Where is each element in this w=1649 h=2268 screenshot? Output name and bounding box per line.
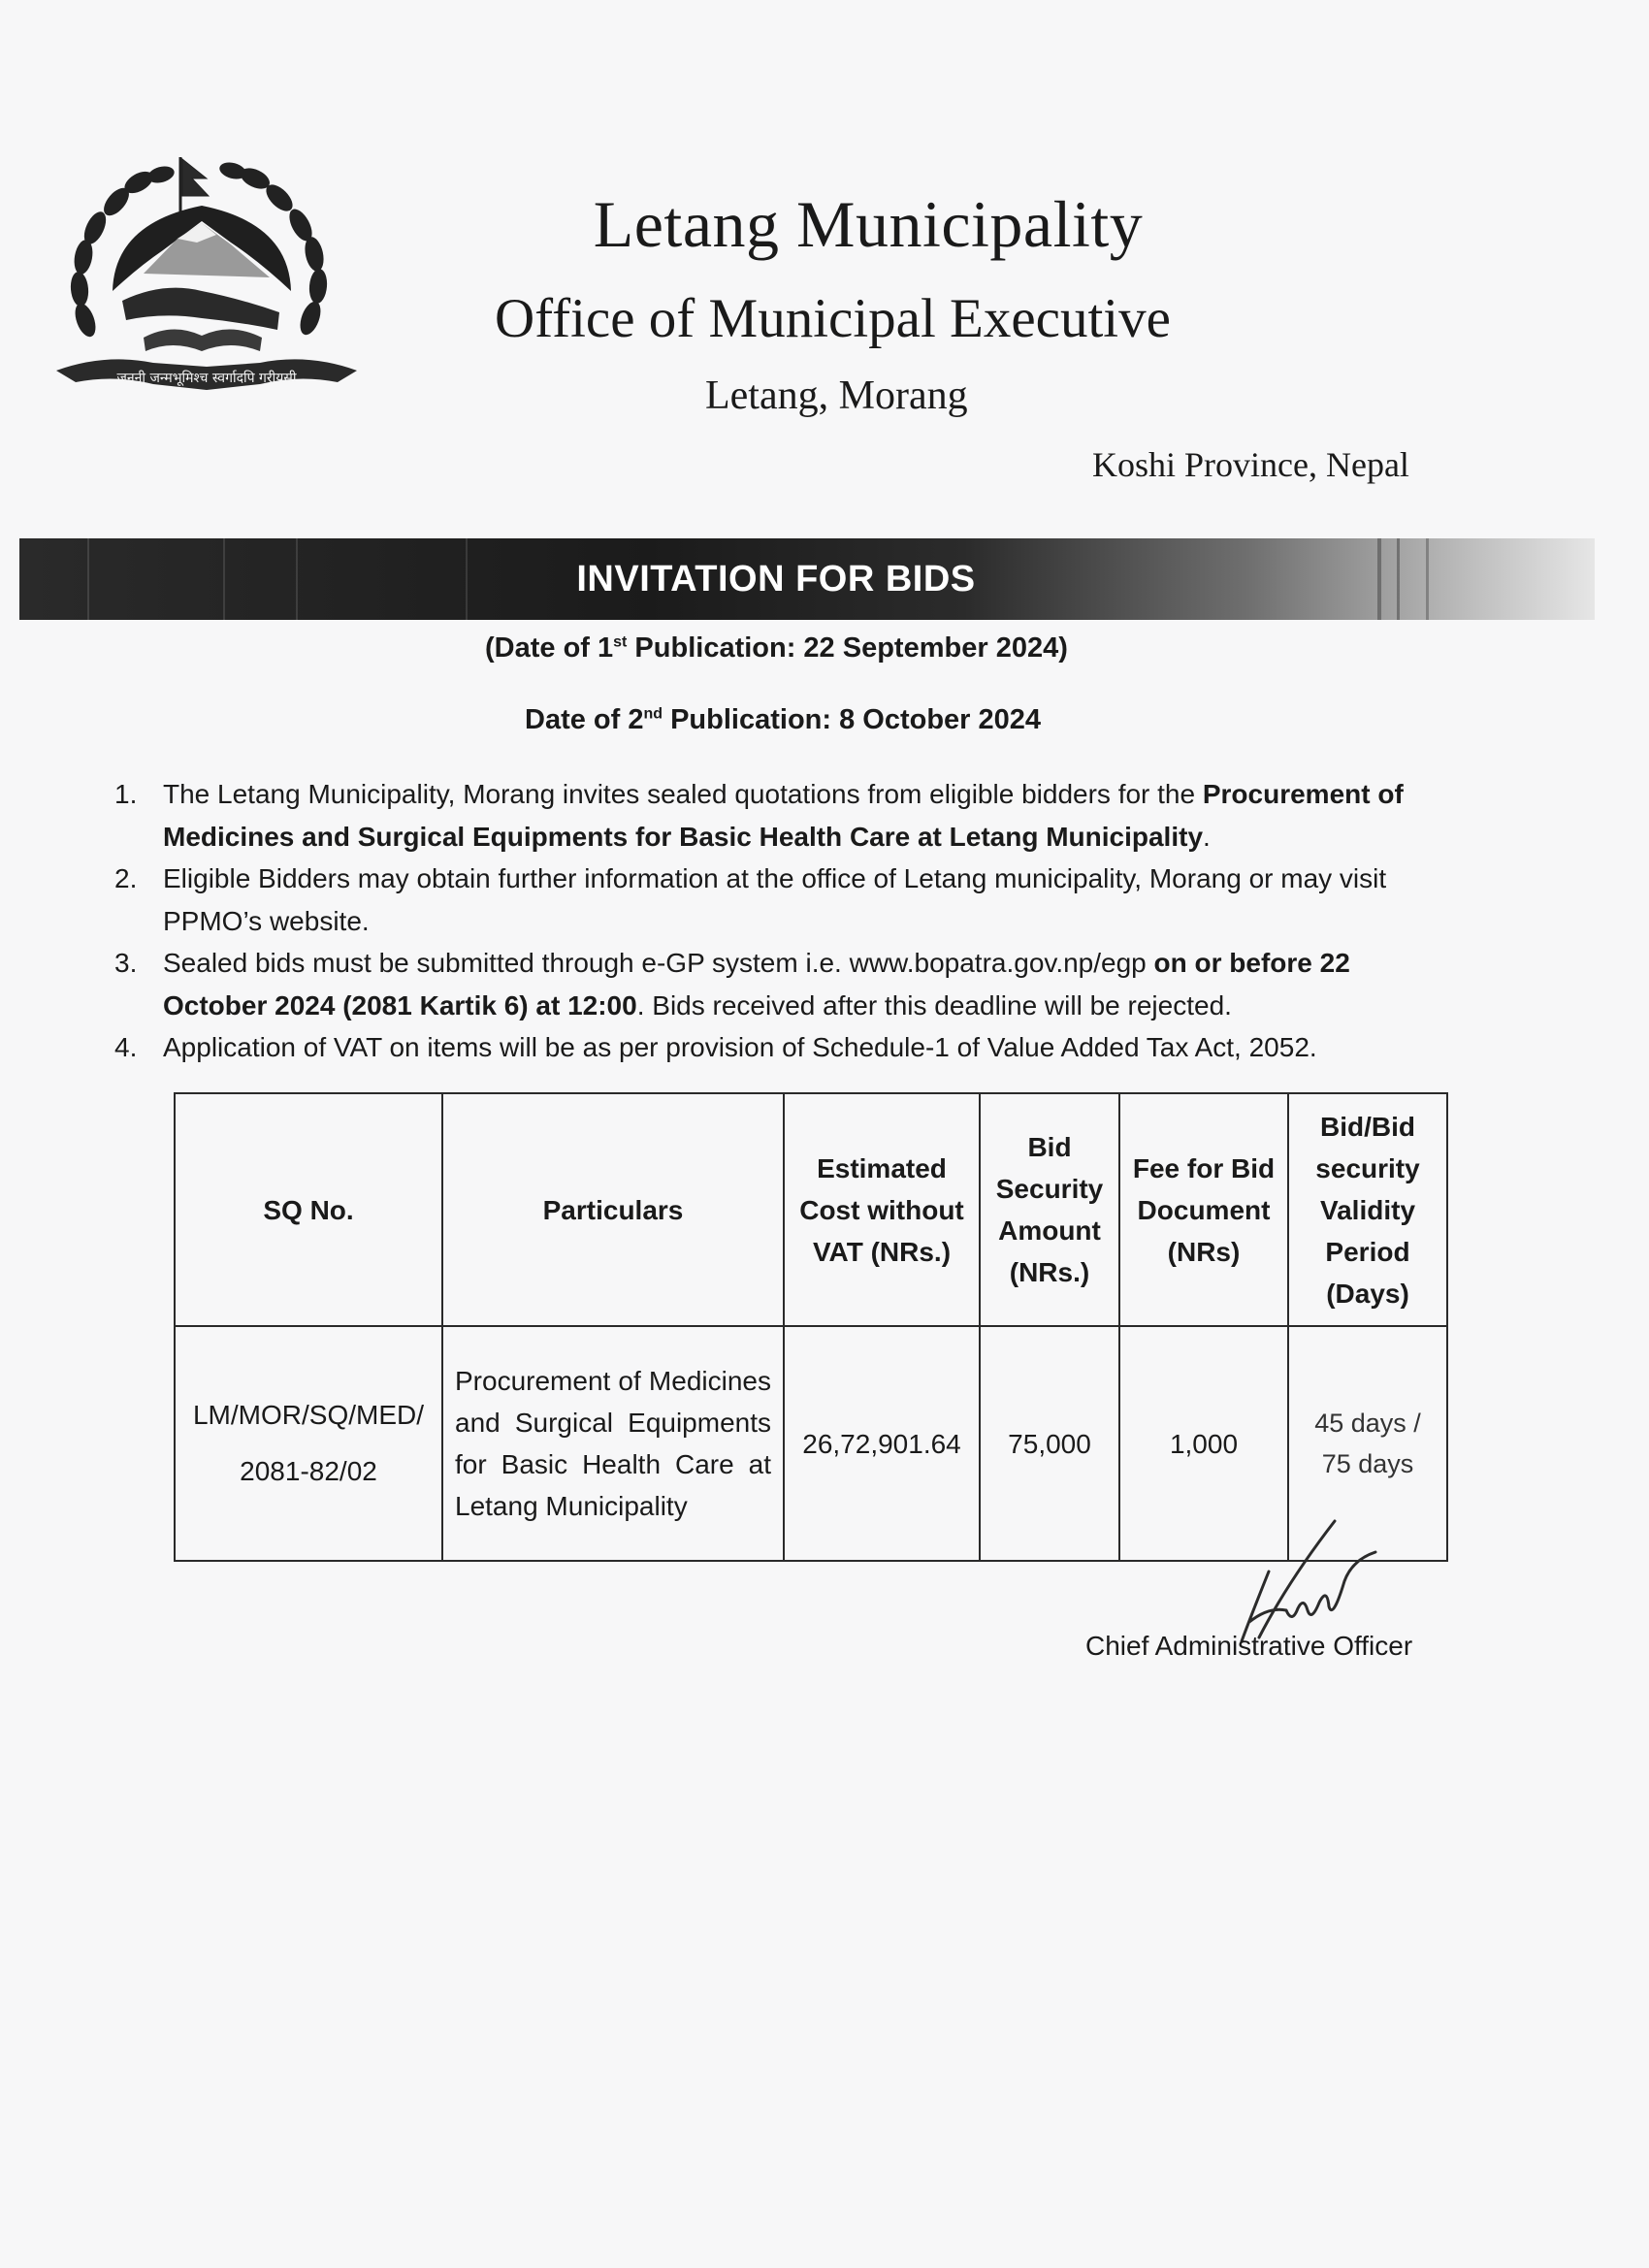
header-bid-security: Bid Security Amount (NRs.) — [980, 1093, 1119, 1326]
location-text: Letang, Morang — [705, 373, 968, 418]
header-particulars: Particulars — [442, 1093, 784, 1326]
notice-items-list — [114, 773, 1445, 1069]
header-validity: Bid/Bid security Validity Period (Days) — [1288, 1093, 1447, 1326]
cell-bid-security: 75,000 — [980, 1326, 1119, 1561]
cell-particulars: Procurement of Medicines and Surgical Equipments for Basic Health Care at Letang Municipality — [442, 1326, 784, 1561]
first-publication-date: (Date of 1st Publication: 22 September 2024) — [485, 632, 1068, 664]
handwritten-signature-icon — [1230, 1513, 1395, 1649]
bids-table — [174, 1092, 1448, 1562]
second-publication-date: Date of 2nd Publication: 8 October 2024 — [525, 704, 1042, 735]
cell-estimated-cost: 26,72,901.64 — [784, 1326, 980, 1561]
cell-validity: 45 days / 75 days — [1288, 1326, 1447, 1561]
list-item: 2. Eligible Bidders may obtain further information at the office of Letang municipality, Morang or may visit PPMO’s website. — [114, 863, 1387, 936]
province-text: Koshi Province, Nepal — [1092, 445, 1409, 484]
invitation-banner — [19, 538, 1595, 620]
header-sq-no: SQ No. — [175, 1093, 442, 1326]
municipality-title: Letang Municipality — [593, 187, 1144, 261]
list-item: 1. The Letang Municipality, Morang invites sealed quotations from eligible bidders for the Procurement of Medicines and Surgical Equipments for Basic Health Care at Letang Municipality. — [114, 779, 1404, 852]
office-title: Office of Municipal Executive — [495, 288, 1171, 349]
cell-fee: 1,000 — [1119, 1326, 1288, 1561]
header-fee: Fee for Bid Document (NRs) — [1119, 1093, 1288, 1326]
cell-sq-no: LM/MOR/SQ/MED/ 2081-82/02 — [175, 1326, 442, 1561]
table-header-row — [175, 1093, 1447, 1326]
list-item: 3. Sealed bids must be submitted through e-GP system i.e. www.bopatra.gov.np/egp on or before 22 October 2024 (2081 Kartik 6) at 12:00. Bids received after this deadline will be rejected. — [114, 948, 1350, 1021]
banner-title: INVITATION FOR BIDS — [576, 559, 976, 599]
svg-text:जननी जन्मभूमिश्च स्वर्गादपि गर: जननी जन्मभूमिश्च स्वर्गादपि गरीयसी — [116, 371, 297, 386]
list-item: 4. Application of VAT on items will be as per provision of Schedule-1 of Value Added Tax Act, 2052. — [114, 1032, 1317, 1062]
header-estimated-cost: Estimated Cost without VAT (NRs.) — [784, 1093, 980, 1326]
signatory-title: Chief Administrative Officer — [1085, 1631, 1413, 1661]
